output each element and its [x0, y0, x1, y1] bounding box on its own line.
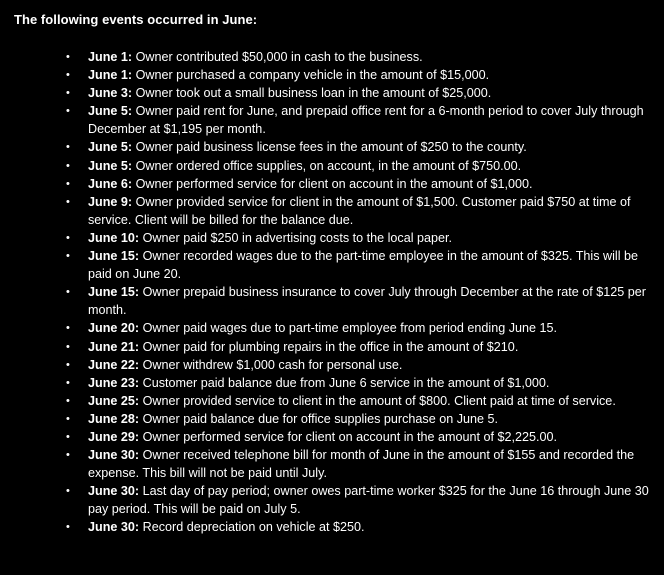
- event-date: June 9:: [88, 194, 133, 209]
- event-item: [66, 229, 654, 247]
- bullet-icon: •: [66, 286, 70, 299]
- event-description: Owner contributed $50,000 in cash to the business.: [132, 50, 423, 64]
- event-date: June 5:: [88, 158, 133, 173]
- bullet-icon: •: [66, 87, 70, 100]
- bullet-icon: •: [66, 340, 70, 353]
- event-description: Owner provided service to client in the amount of $800. Client paid at time of service.: [139, 393, 616, 408]
- event-date: June 1:: [88, 50, 133, 64]
- bullet-icon: •: [66, 141, 70, 154]
- bullet-icon: •: [66, 322, 70, 335]
- event-item: [66, 518, 654, 536]
- event-item: [66, 482, 654, 518]
- event-date: June 23:: [88, 375, 140, 390]
- event-description: Owner received telephone bill for month of June in the amount of $155 and recorded the expense. This bill will not be paid until July.: [88, 448, 635, 481]
- event-date: June 29:: [88, 429, 140, 444]
- event-date: June 30:: [88, 484, 140, 499]
- event-date: June 20:: [88, 321, 140, 336]
- event-item: [66, 66, 654, 84]
- event-date: June 30:: [88, 520, 140, 535]
- bullet-icon: •: [66, 177, 70, 190]
- events-list: [14, 48, 654, 537]
- bullet-icon: •: [66, 412, 70, 425]
- event-description: Owner paid balance due for office supplies purchase on June 5.: [139, 411, 499, 426]
- event-description: Record depreciation on vehicle at $250.: [139, 520, 365, 535]
- event-item: [66, 247, 654, 283]
- bullet-icon: •: [66, 358, 70, 371]
- event-item: [66, 392, 654, 410]
- event-description: Owner purchased a company vehicle in the amount of $15,000.: [132, 68, 490, 83]
- bullet-icon: •: [66, 159, 70, 172]
- bullet-icon: •: [66, 376, 70, 389]
- bullet-icon: •: [66, 195, 70, 208]
- event-date: June 21:: [88, 339, 140, 354]
- event-item: [66, 410, 654, 428]
- event-description: Owner ordered office supplies, on account, in the amount of $750.00.: [132, 158, 522, 173]
- bullet-icon: •: [66, 250, 70, 263]
- bullet-icon: •: [66, 521, 70, 534]
- bullet-icon: •: [66, 449, 70, 462]
- event-item: [66, 102, 654, 138]
- event-date: June 5:: [88, 140, 133, 155]
- event-date: June 5:: [88, 104, 133, 119]
- event-item: [66, 446, 654, 482]
- event-description: Owner withdrew $1,000 cash for personal use.: [139, 357, 403, 372]
- event-description: Owner paid business license fees in the amount of $250 to the county.: [132, 140, 527, 155]
- event-item: [66, 356, 654, 374]
- bullet-icon: •: [66, 394, 70, 407]
- event-item: [66, 193, 654, 229]
- event-description: Owner performed service for client on account in the amount of $2,225.00.: [139, 429, 558, 444]
- bullet-icon: •: [66, 485, 70, 498]
- event-date: June 22:: [88, 357, 140, 372]
- event-item: [66, 175, 654, 193]
- event-date: June 15:: [88, 285, 140, 300]
- event-item: [66, 84, 654, 102]
- bullet-icon: •: [66, 430, 70, 443]
- event-date: June 3:: [88, 86, 133, 101]
- bullet-icon: •: [66, 69, 70, 82]
- bullet-icon: •: [66, 105, 70, 118]
- event-description: Owner recorded wages due to the part-time employee in the amount of $325. This will be paid on June 20.: [88, 249, 639, 282]
- document-heading: The following events occurred in June:: [14, 12, 258, 27]
- event-date: June 10:: [88, 230, 140, 245]
- event-item: [66, 428, 654, 446]
- event-description: Owner paid wages due to part-time employee from period ending June 15.: [139, 321, 558, 336]
- event-date: June 6:: [88, 176, 133, 191]
- event-item: [66, 157, 654, 175]
- event-description: Owner prepaid business insurance to cover July through December at the rate of $125 per month.: [88, 285, 646, 318]
- event-item: [66, 374, 654, 392]
- event-date: June 15:: [88, 249, 140, 264]
- event-description: Owner paid rent for June, and prepaid office rent for a 6-month period to cover July through December at $1,195 per month.: [88, 104, 644, 137]
- event-date: June 1:: [88, 68, 133, 83]
- event-description: Owner paid for plumbing repairs in the office in the amount of $210.: [139, 339, 519, 354]
- event-item: [66, 283, 654, 319]
- bullet-icon: •: [66, 51, 70, 63]
- event-description: Customer paid balance due from June 6 service in the amount of $1,000.: [139, 375, 550, 390]
- event-item: [66, 319, 654, 337]
- event-date: June 28:: [88, 411, 140, 426]
- event-item: [66, 338, 654, 356]
- bullet-icon: •: [66, 231, 70, 244]
- event-date: June 30:: [88, 448, 140, 463]
- event-description: Owner took out a small business loan in the amount of $25,000.: [132, 86, 492, 101]
- event-description: Owner paid $250 in advertising costs to the local paper.: [139, 230, 453, 245]
- event-description: Last day of pay period; owner owes part-time worker $325 for the June 16 through June 30 pay period. This will be paid on July 5.: [88, 484, 649, 517]
- event-date: June 25:: [88, 393, 140, 408]
- event-description: Owner provided service for client in the amount of $1,500. Customer paid $750 at time of service. Client will be billed for the balance due.: [88, 194, 631, 227]
- event-item: [66, 48, 654, 66]
- event-description: Owner performed service for client on account in the amount of $1,000.: [132, 176, 533, 191]
- event-item: [66, 138, 654, 156]
